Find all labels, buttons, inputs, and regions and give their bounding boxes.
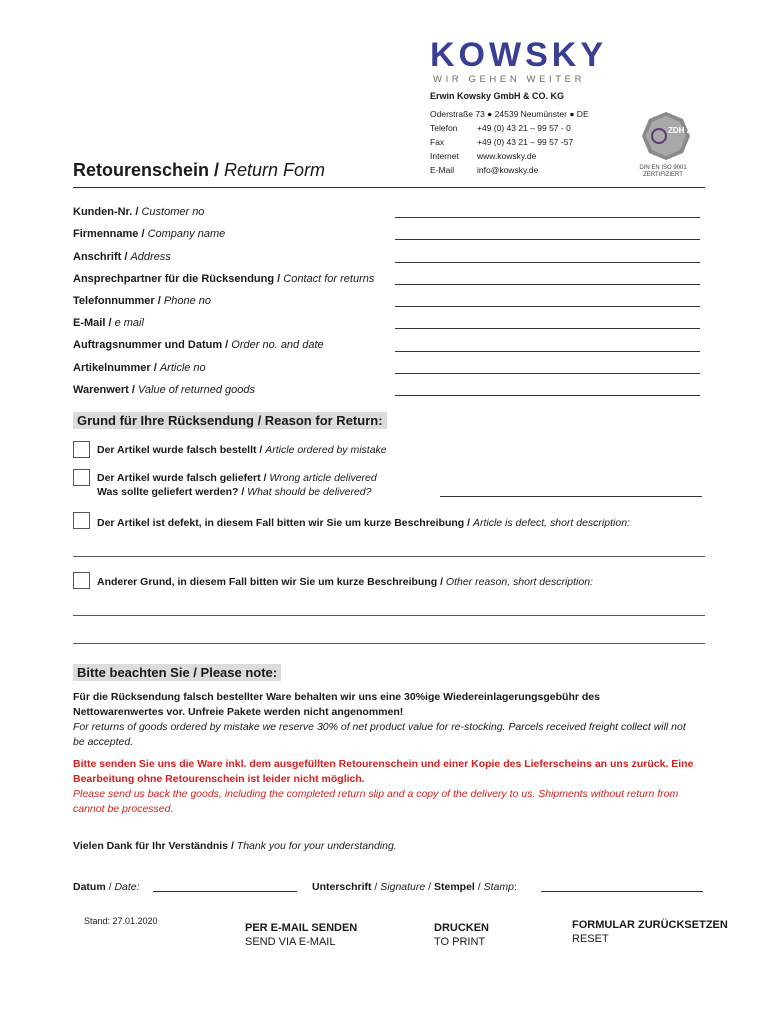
what-delivered-field[interactable] (440, 496, 702, 497)
field-label-phone: Telefonnummer / Phone no (73, 295, 211, 307)
company-logo: KOWSKY (430, 36, 607, 74)
field-label-email: E-Mail / e mail (73, 317, 144, 329)
field-label-article: Artikelnummer / Article no (73, 362, 206, 374)
what-delivered-label: Was sollte geliefert werden? / What should be delivered? (97, 486, 372, 498)
note-english-2: Please send us back the goods, including the completed return slip and a copy of the delivery to us. Shipments without return from cannot be processed. (73, 788, 679, 815)
reason-wrong-delivered-label: Der Artikel wurde falsch geliefert / Wrong article delivered (97, 472, 377, 484)
revision-date: Stand: 27.01.2020 (84, 916, 158, 926)
other-description-field-1[interactable] (73, 615, 705, 616)
thanks-text: Vielen Dank für Ihr Verständnis / Thank you for your understanding. (73, 840, 397, 852)
company-name: Erwin Kowsky GmbH & CO. KG (430, 91, 565, 101)
field-label-company-name: Firmenname / Company name (73, 228, 226, 240)
date-label: Datum / Date: (73, 881, 140, 893)
send-email-button[interactable]: PER E-MAIL SENDEN SEND VIA E-MAIL (245, 922, 358, 948)
reason-mistake-label: Der Artikel wurde falsch bestellt / Article ordered by mistake (97, 444, 387, 456)
certification-text: DIN EN ISO 9001 ZERTIFIZIERT (639, 165, 687, 178)
company-address: Oderstraße 73 ● 24539 Neumünster ● DE (430, 109, 589, 119)
field-label-address: Anschrift / Address (73, 251, 171, 263)
reason-other-checkbox[interactable] (73, 572, 90, 589)
signature-label: Unterschrift / Signature / Stempel / Stamp: (312, 881, 517, 893)
phone-field[interactable] (395, 306, 700, 307)
reason-defect-checkbox[interactable] (73, 512, 90, 529)
print-button[interactable]: DRUCKEN TO PRINT (434, 922, 489, 948)
article-field[interactable] (395, 373, 700, 374)
company-name-field[interactable] (395, 239, 700, 240)
email-field[interactable] (395, 328, 700, 329)
contact-field[interactable] (395, 284, 700, 285)
note-heading: Bitte beachten Sie / Please note: (73, 664, 281, 681)
contact-row: E-Mail info@kowsky.de (430, 165, 539, 175)
title-divider (73, 187, 705, 188)
field-label-customer-no: Kunden-Nr. / Customer no (73, 206, 205, 218)
field-label-order: Auftragsnummer und Datum / Order no. and date (73, 339, 324, 351)
reason-mistake-checkbox[interactable] (73, 441, 90, 458)
seal-text: ZDH ZERT (668, 126, 708, 135)
note-german-2: Bitte senden Sie uns die Ware inkl. dem ausgefüllten Retourenschein und einer Kopie des Lieferscheins an uns zurück. Eine Bearbeitung ohne Retourenschein ist leider nicht möglich. (73, 758, 694, 785)
certification-seal-icon (641, 111, 708, 161)
contact-row: Telefon +49 (0) 43 21 – 99 57 - 0 (430, 123, 571, 133)
note-english-1: For returns of goods ordered by mistake we reserve 30% of net product value for re-stocking. Parcels received freight collect will not be accepted. (73, 721, 686, 748)
defect-description-field[interactable] (73, 556, 705, 557)
field-label-value: Warenwert / Value of returned goods (73, 384, 256, 396)
date-field[interactable] (153, 891, 297, 892)
reason-other-label: Anderer Grund, in diesem Fall bitten wir Sie um kurze Beschreibung / Other reason, short description: (97, 576, 593, 588)
contact-row: Internet www.kowsky.de (430, 151, 537, 161)
reason-wrong-delivered-checkbox[interactable] (73, 469, 90, 486)
order-field[interactable] (395, 351, 700, 352)
value-field[interactable] (395, 395, 700, 396)
customer-no-field[interactable] (395, 217, 700, 218)
tagline: WIR GEHEN WEITER (433, 74, 586, 85)
reset-form-button[interactable]: FORMULAR ZURÜCKSETZEN RESET (572, 919, 728, 945)
page-title: Retourenschein / Return Form (73, 160, 326, 180)
address-field[interactable] (395, 262, 700, 263)
reason-heading: Grund für Ihre Rücksendung / Reason for Return: (73, 412, 387, 429)
other-description-field-2[interactable] (73, 643, 705, 644)
contact-row: Fax +49 (0) 43 21 – 99 57 -57 (430, 137, 574, 147)
signature-field[interactable] (541, 891, 703, 892)
note-german-1: Für die Rücksendung falsch bestellter Ware behalten wir uns eine 30%ige Wiedereinlagerungsgebühr des Nettowarenwertes vor. Unfreie Pakete werden nicht angenommen! (73, 691, 600, 718)
field-label-contact: Ansprechpartner für die Rücksendung / Contact for returns (73, 273, 375, 285)
reason-defect-label: Der Artikel ist defekt, in diesem Fall bitten wir Sie um kurze Beschreibung / Article is defect, short description: (97, 517, 630, 529)
